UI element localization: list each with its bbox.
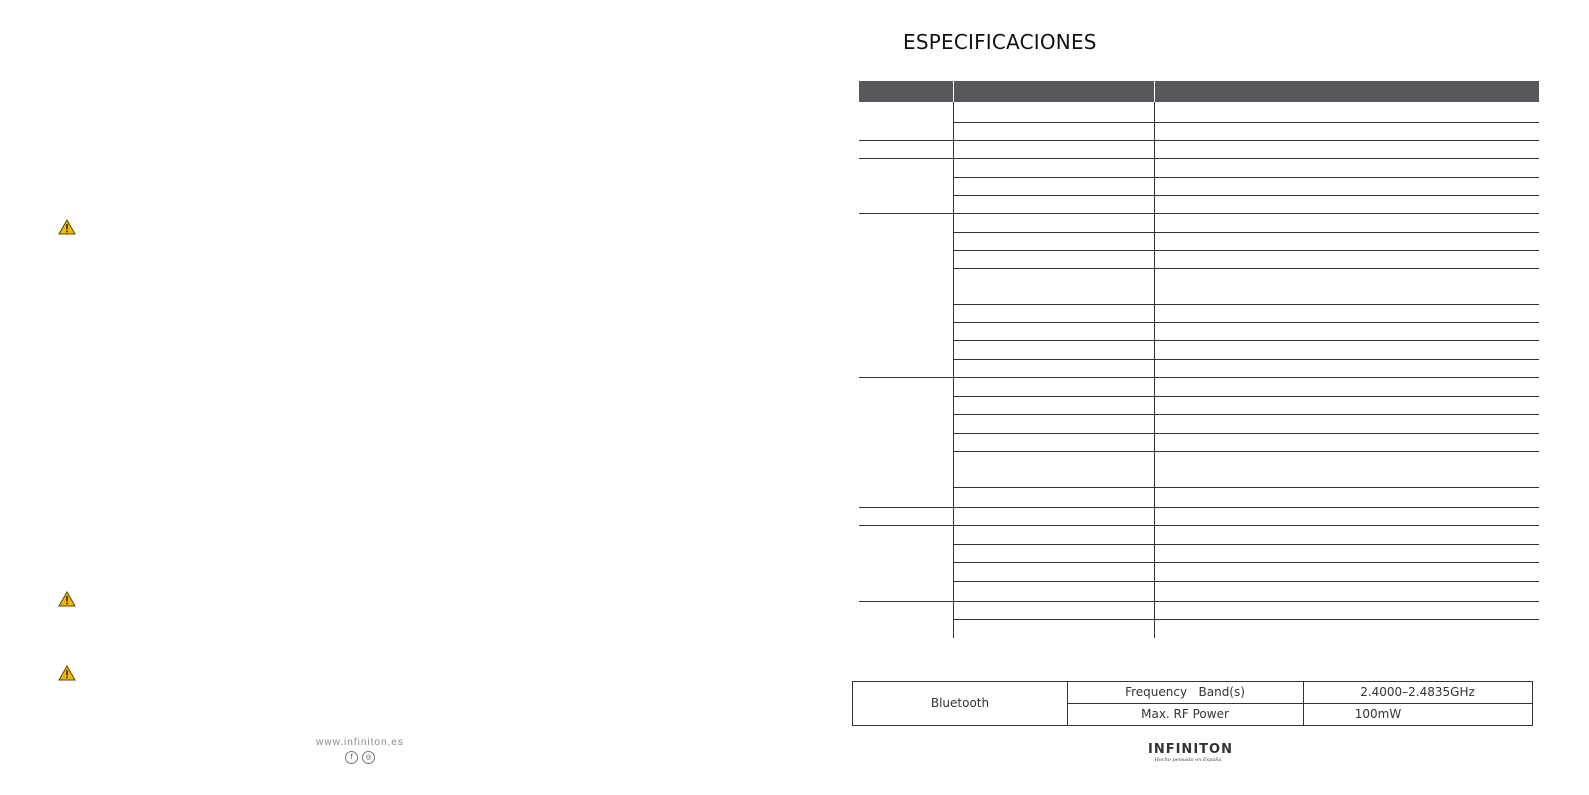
left-page-footer [300, 737, 420, 764]
row-separator [953, 581, 1539, 582]
page-title: ESPECIFICACIONES [903, 30, 1097, 54]
website-url[interactable]: www.infiniton.es [316, 737, 404, 748]
row-separator [953, 195, 1539, 196]
row-separator [953, 544, 1539, 545]
max-rf-power-label: Max. RF Power [1141, 707, 1229, 721]
spec-table-header [859, 81, 1539, 102]
row-separator [953, 414, 1539, 415]
group-separator [859, 525, 1539, 526]
social-links [300, 751, 420, 764]
header-divider [1154, 81, 1155, 102]
facebook-icon[interactable]: f [345, 751, 358, 764]
row-separator [953, 322, 1539, 323]
header-divider [953, 81, 954, 102]
row-separator [953, 177, 1539, 178]
group-separator [859, 158, 1539, 159]
row-separator [953, 268, 1539, 269]
column-divider [1154, 102, 1155, 638]
frequency-band-value: 2.4000–2.4835GHz [1360, 685, 1475, 699]
row-separator [953, 396, 1539, 397]
brand-logo [1148, 742, 1233, 763]
row-separator [953, 619, 1539, 620]
group-separator [859, 140, 1539, 141]
row-separator [953, 562, 1539, 563]
row-separator [953, 232, 1539, 233]
row-separator [953, 487, 1539, 488]
group-separator [859, 377, 1539, 378]
warning-icon [58, 665, 78, 683]
bluetooth-label: Bluetooth [930, 696, 990, 710]
group-separator [859, 507, 1539, 508]
frequency-band-label: Frequency Band(s) [1125, 685, 1245, 699]
row-separator [953, 451, 1539, 452]
bluetooth-table [852, 681, 1533, 726]
group-separator [859, 213, 1539, 214]
row-separator [953, 304, 1539, 305]
row-separator [953, 359, 1539, 360]
cell-divider [1067, 703, 1532, 704]
max-rf-power-value: 100mW [1354, 707, 1402, 721]
row-separator [953, 433, 1539, 434]
row-separator [953, 250, 1539, 251]
row-separator [953, 122, 1539, 123]
brand-name: INFINITON [1148, 742, 1233, 757]
warning-icon [58, 591, 78, 609]
instagram-icon[interactable]: ◎ [362, 751, 375, 764]
group-separator [859, 601, 1539, 602]
column-divider [953, 102, 954, 638]
brand-tagline: Hecho pensado en España [1154, 757, 1222, 763]
warning-icon [58, 219, 78, 237]
row-separator [953, 340, 1539, 341]
spec-table [859, 102, 1539, 638]
